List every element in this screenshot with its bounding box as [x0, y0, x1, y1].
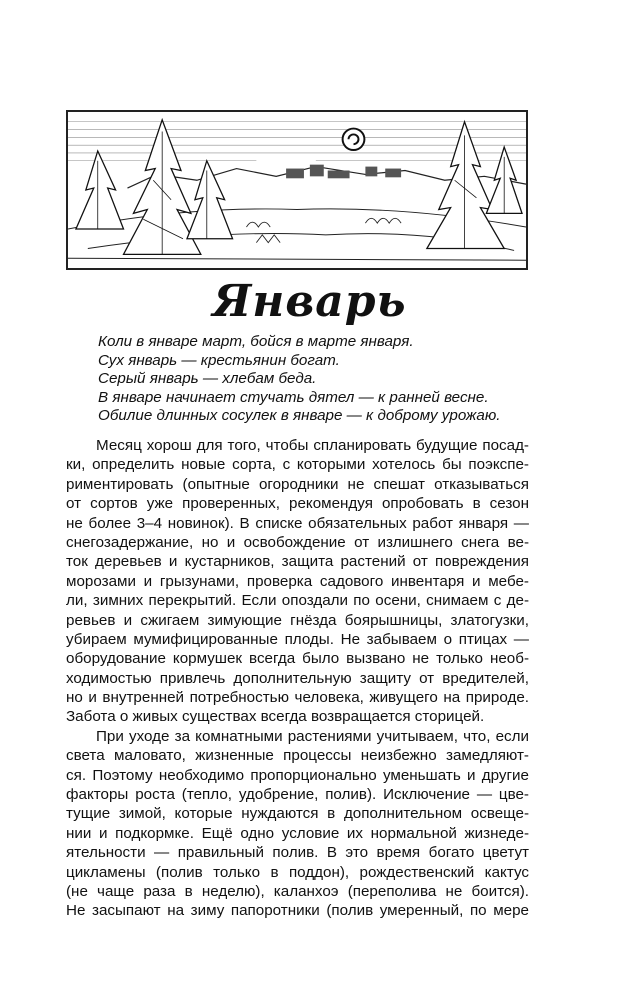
proverb-line: Обилие длинных сосулек в январе — к доброму урожаю.: [98, 407, 501, 425]
text-line: (не чаще раза в неделю), каланхоэ (переполива не боится).: [66, 882, 529, 900]
proverbs-epigraph: [98, 333, 538, 426]
text-line: но и внутренней потребностью человека, живущего на природе.: [66, 689, 529, 707]
proverb-line: Коли в январе март, бойся в марте января.: [98, 333, 414, 350]
text-line: ток деревьев и кустарников, защита растений от повреждения: [66, 553, 529, 571]
text-line: оборудование кормушек всегда было вызвано не только необ-: [66, 650, 529, 668]
text-line: нии и подкормке. Ещё одно условие их нормальной жизнеде-: [66, 824, 529, 842]
body-text: [66, 436, 529, 921]
moon-icon: [343, 129, 365, 150]
text-line: цикламены (полив только в поддон), рождественский кактус: [66, 863, 529, 881]
proverb-line: В январе начинает стучать дятел — к ранней весне.: [98, 388, 489, 406]
text-line: от сортов уже проверенных, рекомендуя опробовать в сезон: [66, 495, 529, 513]
text-line: не более 3–4 новинок). В списке обязательных работ января —: [66, 514, 529, 532]
text-line: Забота о живых существах всегда возвращается сторицей.: [66, 708, 485, 726]
text-line: факторы роста (тепло, удобрение, полив). Исключение — цве-: [66, 786, 529, 804]
proverb-line: Сух январь — крестьянин богат.: [98, 351, 340, 369]
winter-landscape-drawing: [68, 112, 526, 268]
text-line: ходимостью привлечь дополнительную защиту от вредителей,: [66, 669, 529, 687]
text-line: ки, определить новые сорта, с которыми хотелось бы поэкспе-: [66, 456, 529, 474]
text-line: При уходе за комнатными растениями учитываем, что, если: [96, 727, 529, 745]
text-line: ятельности — правильный полив. В это время богато цветут: [66, 844, 529, 862]
proverb-line: Серый январь — хлебам беда.: [98, 370, 317, 388]
text-line: тущие зимой, которые нуждаются в дополнительном освеще-: [66, 805, 529, 823]
text-line: морозами и грызунами, проверка садового инвентаря и мебе-: [66, 572, 529, 590]
text-line: ревьев и сжигаем зимующие гнёзда боярышницы, златогузки,: [66, 611, 529, 629]
paragraph-1: [66, 436, 529, 727]
text-line: Не засыпают на зиму папоротники (полив умеренный, по мере: [66, 902, 529, 920]
text-line: снегозадержание, но и освобождение от излишнего снега ве-: [66, 533, 529, 551]
text-line: ли, зимних перекрытий. Если опоздали по осени, снимаем с де-: [66, 592, 529, 610]
chapter-title: Январь: [212, 276, 407, 327]
text-line: риментировать (опытные огородники не спешат отказываться: [66, 475, 529, 493]
winter-landscape-illustration: [66, 110, 528, 270]
text-line: ся. Поэтому необходимо пропорционально уменьшать и другие: [66, 766, 529, 784]
text-line: света маловато, жизненные процессы неизбежно замедляют-: [66, 747, 529, 765]
paragraph-2: [66, 727, 529, 921]
text-line: Месяц хорош для того, чтобы спланировать будущие посад-: [96, 437, 529, 454]
text-line: убираем мумифицированные плоды. Не забываем о птицах —: [66, 630, 529, 648]
